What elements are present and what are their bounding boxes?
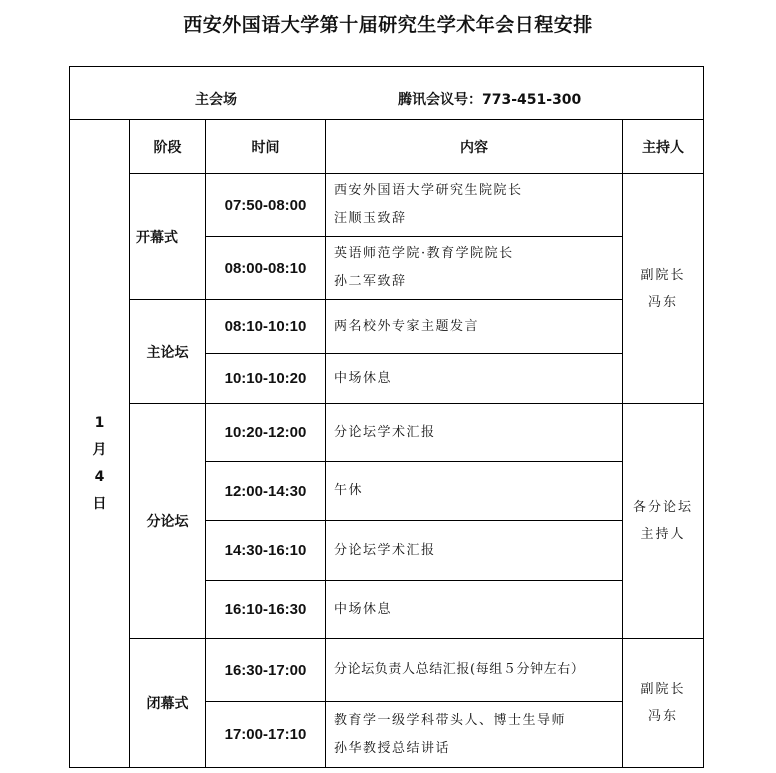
content-cell [326,702,623,768]
content-line: 孙二军致辞 [334,274,407,289]
content-line: 中场休息 [334,601,393,617]
stage-closing: 闭幕式 [130,639,206,768]
content-cell [326,639,623,702]
content-line: 分论坛负责人总结汇报(每组５分钟左右） [334,662,585,677]
stage-opening: 开幕式 [130,174,206,300]
content-line: 分论坛学术汇报 [334,424,436,440]
meeting-id: 腾讯会议号：773-451-300 [398,92,582,108]
host-line: 各分论坛 [632,500,693,515]
venue-name: 主会场 [195,92,237,108]
host-morning [623,174,704,404]
header-stage: 阶段 [130,120,206,174]
stage-sub-forum: 分论坛 [130,404,206,639]
host-line: 冯东 [647,709,678,724]
stage-main-forum: 主论坛 [130,300,206,404]
venue-row [70,67,704,120]
header-time: 时间 [206,120,326,174]
time-cell: 14:30-16:10 [206,521,326,581]
table-row [70,404,704,462]
date-char: 月 [92,441,107,458]
host-line: 冯东 [647,294,678,310]
content-cell [326,581,623,639]
time-cell: 08:00-08:10 [206,237,326,300]
header-host: 主持人 [623,120,704,174]
header-content: 内容 [326,120,623,174]
content-line: 汪顺玉致辞 [334,211,407,226]
date-char: 4 [94,468,105,485]
time-cell: 17:00-17:10 [206,702,326,768]
column-header-row [70,120,704,174]
content-line: 教育学一级学科带头人、博士生导师 [334,712,567,728]
time-cell: 07:50-08:00 [206,174,326,237]
table-row [70,174,704,237]
content-line: 中场休息 [334,370,393,386]
content-line: 英语师范学院·教育学院院长 [334,246,514,261]
time-cell: 16:30-17:00 [206,639,326,702]
page-title: 西安外国语大学第十届研究生学术年会日程安排 [183,14,593,36]
content-cell [326,237,623,300]
host-line: 主持人 [640,527,686,542]
content-cell [326,462,623,521]
table-row [70,639,704,702]
table-row [70,300,704,354]
time-cell: 16:10-16:30 [206,581,326,639]
date-char: 1 [94,414,105,431]
content-cell [326,300,623,354]
content-line: 午休 [334,483,364,498]
content-cell [326,404,623,462]
time-cell: 08:10-10:10 [206,300,326,354]
host-closing [623,639,704,768]
content-cell [326,174,623,237]
content-line: 西安外国语大学研究生院院长 [334,183,523,198]
date-cell [70,120,130,768]
content-cell [326,354,623,404]
venue-cell [70,67,704,120]
time-cell: 10:10-10:20 [206,354,326,404]
host-sub-forum [623,404,704,639]
time-cell: 12:00-14:30 [206,462,326,521]
date-char: 日 [92,495,107,512]
content-line: 两名校外专家主题发言 [334,318,480,334]
time-cell: 10:20-12:00 [206,404,326,462]
content-line: 分论坛学术汇报 [334,542,436,558]
content-line: 孙华教授总结讲话 [334,740,451,756]
host-line: 副院长 [640,682,686,697]
host-line: 副院长 [640,267,686,283]
schedule-table [69,66,704,768]
content-cell [326,521,623,581]
